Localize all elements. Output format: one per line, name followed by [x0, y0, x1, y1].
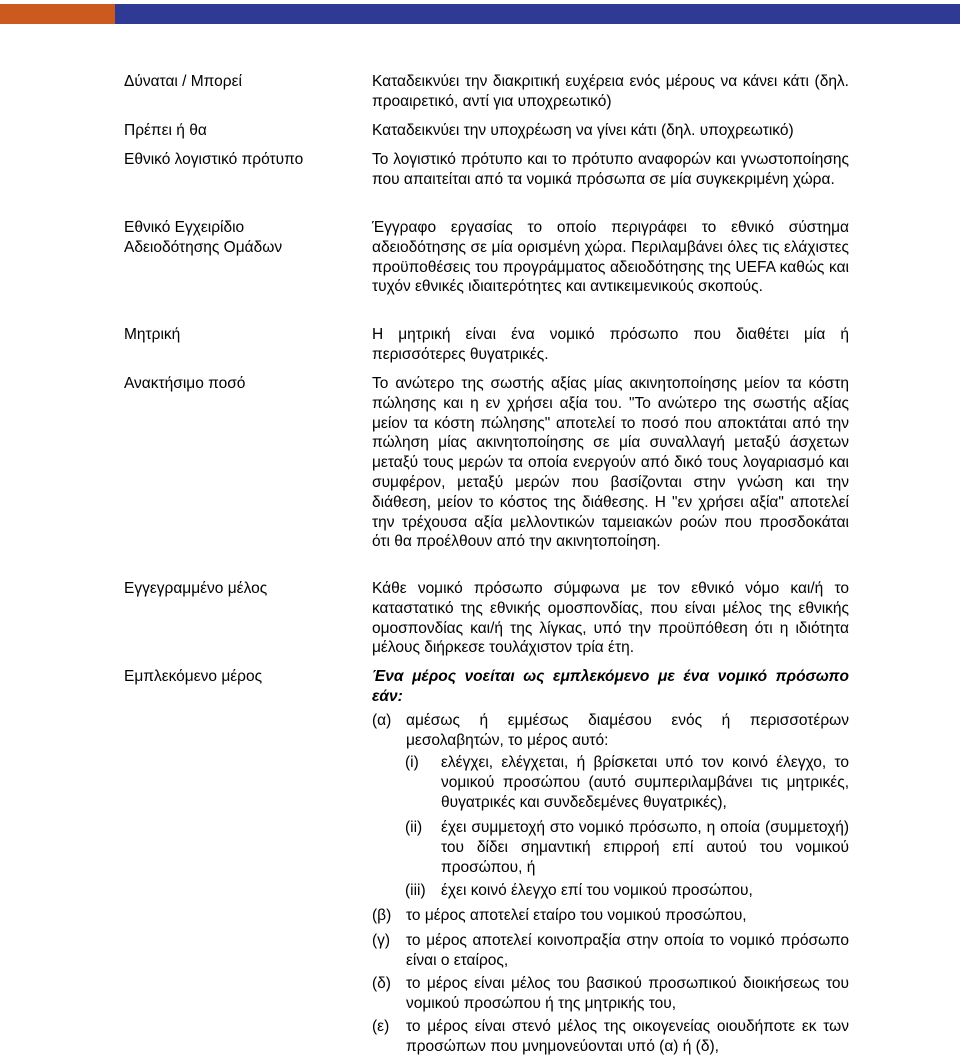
definition: Το ανώτερο της σωστής αξίας μίας ακινητοποίησης μείον τα κόστη πώλησης και η εν χρήσει αξία του. "Το ανώτερο της σωστής αξίας μείον τα κόστη πώλησης" αποτελεί το ποσό που αποκτάται από την πώληση μίας ακινητοποίησης σε μία συναλλαγή μεταξύ άσχετων μεταξύ τους μερών τα οποία ενεργούν από δικό τους λογαριασμό και συμφέρον, μεταξύ μερών που βασίζονται στην γνώση και την διάθεση, μείον το κόστος της διάθεσης. Η "εν χρήσει αξία" αποτελεί την τρέχουσα αξία μελλοντικών ταμειακών ροών που προσδοκάται ότι θα προέλθουν από την ακινητοποίηση.: [372, 375, 849, 551]
list-text: αμέσως ή εμμέσως διαμέσου ενός ή περισσοτέρων μεσολαβητών, το μέρος αυτό:: [406, 712, 849, 749]
term: Πρέπει ή θα: [124, 122, 207, 139]
list-text: ελέγχει, ελέγχεται, ή βρίσκεται υπό τον κοινό έλεγχο, το νομικού προσώπου (αυτό συμπεριλαμβάνει τις μητρικές, θυγατρικές και συνδεδεμένες θυγατρικές),: [441, 754, 849, 811]
sub-list-item: [405, 818, 849, 877]
list-item: [372, 711, 849, 751]
list-item: [372, 931, 849, 971]
definition: Το λογιστικό πρότυπο και το πρότυπο αναφορών και γνωστοποίησης που απαιτείται από τα νομικά πρόσωπα σε μία συγκεκριμένη χώρα.: [372, 151, 849, 188]
term: Εμπλεκόμενο μέρος: [124, 668, 263, 685]
list-text: το μέρος είναι μέλος του βασικού προσωπικού διοικήσεως του νομικού προσώπου ή της μητρικής του,: [406, 975, 849, 1012]
list-label: (β): [372, 907, 392, 924]
list-item: [372, 1017, 849, 1057]
definition-intro: Ένα μέρος νοείται ως εμπλεκόμενο με ένα νομικό πρόσωπο εάν:: [372, 668, 849, 705]
term: Ανακτήσιμο ποσό: [124, 375, 246, 392]
definition: Έγγραφο εργασίας το οποίο περιγράφει το εθνικό σύστημα αδειοδότησης σε μία ορισμένη χώρα. Περιλαμβάνει όλες τις ελάχιστες προϋποθέσεις του προγράμματος αδειοδότησης της UEFA καθώς και τυχόν εθνικές ιδιαιτερότητες και αντικειμενικούς σκοπούς.: [372, 219, 849, 296]
term: Μητρική: [124, 326, 181, 343]
list-item: [372, 906, 849, 926]
definition: Καταδεικνύει την διακριτική ευχέρεια ενός μέρους να κάνει κάτι (δηλ. προαιρετικό, αντί για υποχρεωτικό): [372, 73, 849, 110]
sub-list-item: [405, 881, 849, 901]
term: Εγγεγραμμένο μέλος: [124, 580, 268, 597]
list-text: έχει συμμετοχή στο νομικό πρόσωπο, η οποία (συμμετοχή) του δίδει σημαντική επιρροή επί αυτού του νομικού προσώπου, ή: [441, 819, 849, 876]
list-item: [372, 974, 849, 1014]
definition: Καταδεικνύει την υποχρέωση να γίνει κάτι (δηλ. υποχρεωτικό): [372, 122, 794, 139]
definition: Κάθε νομικό πρόσωπο σύμφωνα με τον εθνικό νόμο και/ή το καταστατικό της εθνικής ομοσπονδίας, που είναι μέλος της εθνικής ομοσπονδίας και/ή της λίγκας, υπό την προϋπόθεση ότι η ιδιότητα μέλους διήρκεσε τουλάχιστον τρία έτη.: [372, 580, 849, 657]
term: Δύναται / Μπορεί: [124, 73, 242, 90]
term: Εθνικό λογιστικό πρότυπο: [124, 151, 304, 168]
list-label: (i): [405, 754, 419, 771]
list-label: (ε): [372, 1018, 390, 1035]
term: Εθνικό Εγχειρίδιο Αδειοδότησης Ομάδων: [124, 219, 283, 256]
header-bar: [115, 4, 960, 24]
list-label: (α): [372, 712, 392, 729]
list-text: έχει κοινό έλεγχο επί του νομικού προσώπου,: [441, 882, 753, 899]
sub-list-item: [405, 753, 849, 812]
header-bar-accent: [0, 4, 115, 24]
list-label: (ii): [405, 819, 423, 836]
list-text: το μέρος αποτελεί κοινοπραξία στην οποία το νομικό πρόσωπο είναι ο εταίρος,: [406, 932, 849, 969]
list-text: το μέρος είναι στενό μέλος της οικογενείας οιουδήποτε εκ των προσώπων που μνημονεύονται υπό (α) ή (δ),: [406, 1018, 849, 1055]
list-label: (δ): [372, 975, 391, 992]
list-label: (iii): [405, 882, 426, 899]
list-text: το μέρος αποτελεί εταίρο του νομικού προσώπου,: [406, 907, 747, 924]
definition: Η μητρική είναι ένα νομικό πρόσωπο που διαθέτει μία ή περισσότερες θυγατρικές.: [372, 326, 849, 363]
list-label: (γ): [372, 932, 391, 949]
